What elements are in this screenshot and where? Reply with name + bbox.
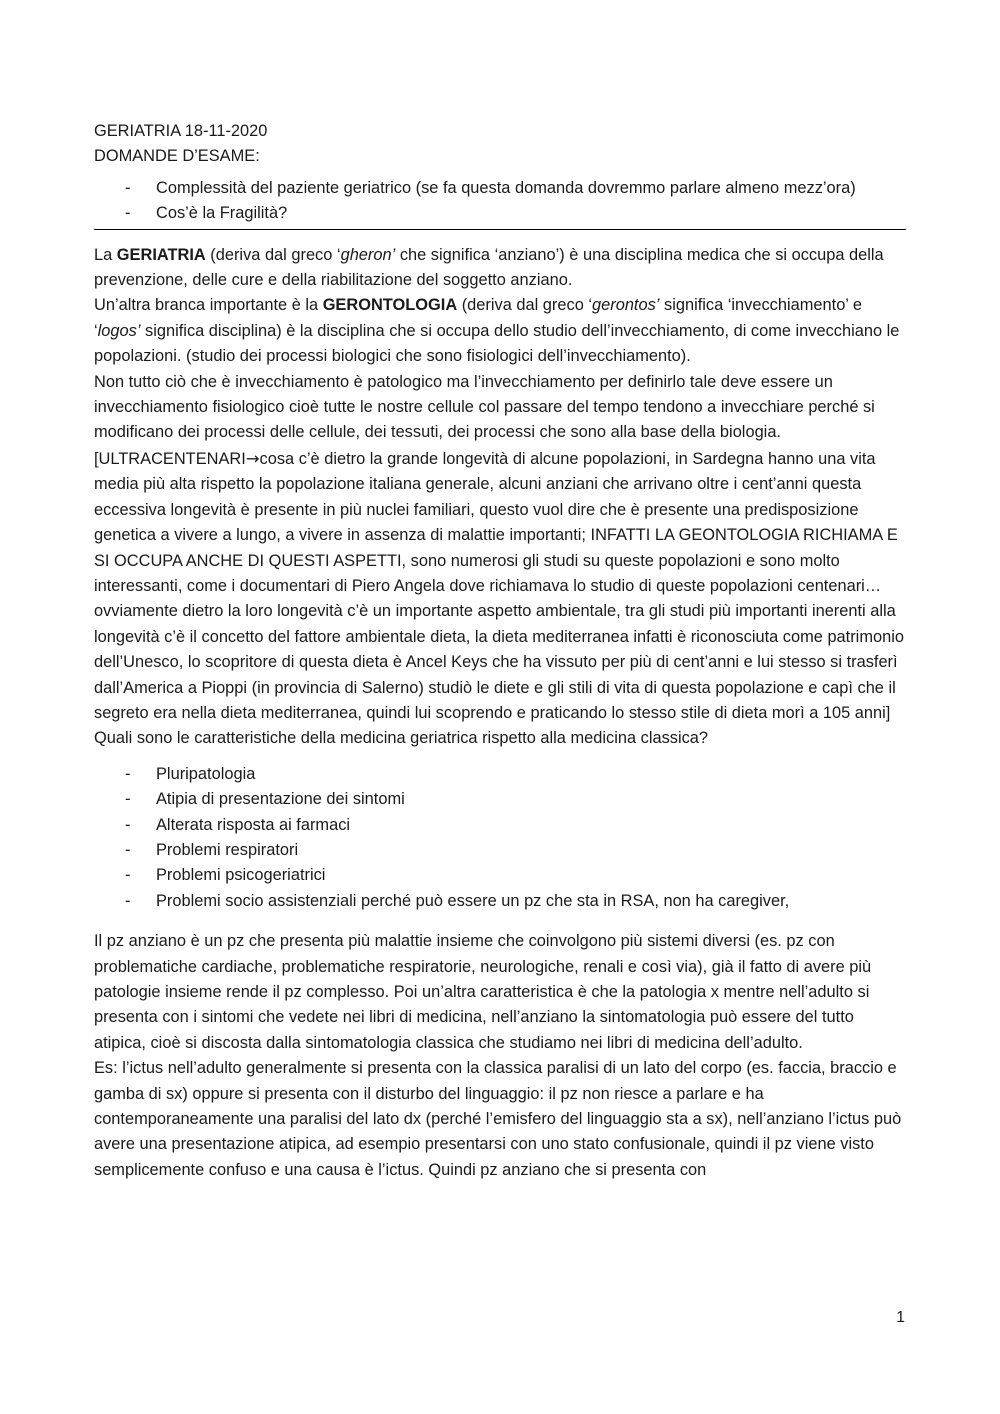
paragraph-ictus-example: Es: l’ictus nell’adulto generalmente si presenta con la classica paralisi di un lato del corpo (es. faccia, braccio e gamba di sx) oppure si presenta con il disturbo del linguaggio: il pz non riesce a parlare e ha contemporaneamente una paralisi del lato dx (perché l’emisfero del linguaggio sta a sx), nell’anziano l’ictus può avere una presentazione atipica, ad esempio presentarsi con uno stato confusionale, quindi il pz viene visto semplicemente confuso e una causa è l’ictus. Quindi pz anziano che si presenta con [94,1059,902,1179]
text-run: (deriva dal greco ‘ [205,245,341,264]
list-item-text: Problemi respiratori [156,840,299,859]
list-dash: - [125,840,131,859]
question-line: Quali sono le caratteristiche della medicina geriatrica rispetto alla medicina classica? [94,729,709,748]
list-dash: - [125,866,131,885]
bold-term: GERIATRIA [116,245,206,264]
list-item [94,787,906,812]
arrow-icon: → [245,448,260,468]
document-subtitle: DOMANDE D’ESAME: [94,147,260,166]
horizontal-rule [94,229,906,230]
text-run: (deriva dal greco ‘ [457,296,593,315]
text-run: La [94,245,117,264]
list-item-text: Problemi psicogeriatrici [156,866,326,885]
document-body [94,119,906,1183]
text-run: che significa ‘anziano’) è una disciplina medica che si occupa della prevenzione, delle cure e della riabilitazione del soggetto anziano. [94,245,884,290]
list-item-text: Pluripatologia [156,764,256,783]
text-run: Un’altra branca importante è la [94,296,323,315]
document-title: GERIATRIA 18-11-2020 [94,122,268,140]
list-item [94,176,906,201]
list-dash: - [125,815,131,834]
characteristics-list [94,762,906,914]
paragraph-gerontologia [94,293,906,369]
list-item [94,813,906,838]
page-number: 1 [896,1309,905,1326]
list-item-text: Cos’è la Fragilità? [156,204,288,223]
text-run: significa ‘invecchiamento’ e ‘ [94,296,863,340]
text-run: [ULTRACENTENARI [94,449,246,468]
paragraph-ultracentenari [94,446,906,726]
paragraph-geriatria [94,243,906,294]
list-dash: - [125,764,131,783]
list-dash: - [125,891,131,910]
list-item [94,201,906,226]
list-item [94,762,906,787]
italic-term: logos’ [97,321,141,340]
text-run: significa disciplina) è la disciplina che si occupa dello studio dell’invecchiamento, di come invecchiano le popolazioni. (studio dei processi biologici che sono fisiologici dell’invecchiamento). [94,321,900,366]
bold-term: GERONTOLOGIA [322,296,458,315]
exam-questions-list [94,176,906,227]
list-dash: - [125,178,131,197]
list-item-text: Complessità del paziente geriatrico (se fa questa domanda dovremmo parlare almeno mezz’ora) [156,178,856,197]
list-item [94,838,906,863]
text-run: cosa c’è dietro la grande longevità di alcune popolazioni, in Sardegna hanno una vita media più alta rispetto la popolazione italiana generale, alcuni anziani che arrivano oltre i cent’anni questa eccessiva longevità è presente in più nuclei familiari, questo vuol dire che è presente una predisposizione genetica a vivere a lungo, a vivere in assenza di malattie importanti; INFATTI LA GEONTOLOGIA RICHIAMA E SI OCCUPA ANCHE DI QUESTI ASPETTI, sono numerosi gli studi su queste popolazioni e sono molto interessanti, come i documentari di Piero Angela dove richiamava lo studio di queste popolazioni centenari…ovviamente dietro la loro longevità c’è un importante aspetto ambientale, tra gli studi più importanti inerenti alla longevità c’è il concetto del fattore ambientale dieta, la dieta mediterranea infatti è riconosciuta come patrimonio dell’Unesco, lo scopritore di questa dieta è Ancel Keys che ha vissuto per più di cent’anni e lui stesso si trasferì dall’America a Pioppi (in provincia di Salerno) studiò le diete e gli stili di vita di questa popolazione e capì che il segreto era nella dieta mediterranea, quindi lui scoprendo e praticando lo stesso stile di dieta morì a 105 anni] [94,449,904,722]
list-item [94,889,906,914]
list-dash: - [125,204,131,223]
paragraph-invecchiamento: Non tutto ciò che è invecchiamento è patologico ma l’invecchiamento per definirlo tale deve essere un invecchiamento fisiologico cioè tutte le nostre cellule col passare del tempo tendono a invecchiare perché si modificano dei processi delle cellule, dei tessuti, dei processi che sono alla base della biologia. [94,372,875,442]
italic-term: gheron’ [340,245,396,264]
paragraph-pz-anziano: Il pz anziano è un pz che presenta più malattie insieme che coinvolgono più sistemi diversi (es. pz con problematiche cardiache, problematiche respiratorie, neurologiche, renali e così via), già il fatto di avere più patologie insieme rende il pz complesso. Poi un’altra caratteristica è che la patologia x mentre nell’adulto si presenta con i sintomi che vedete nei libri di medicina, nell’anziano la sintomatologia può essere del tutto atipica, cioè si discosta dalla sintomatologia classica che studiamo nei libri di medicina dell’adulto. [94,932,872,1052]
list-item [94,863,906,888]
list-item-text: Atipia di presentazione dei sintomi [156,790,405,809]
list-dash: - [125,790,131,809]
list-item-text: Alterata risposta ai farmaci [156,815,351,834]
list-item-text: Problemi socio assistenziali perché può essere un pz che sta in RSA, non ha caregiver, [156,891,790,910]
italic-term: gerontos’ [592,296,660,315]
